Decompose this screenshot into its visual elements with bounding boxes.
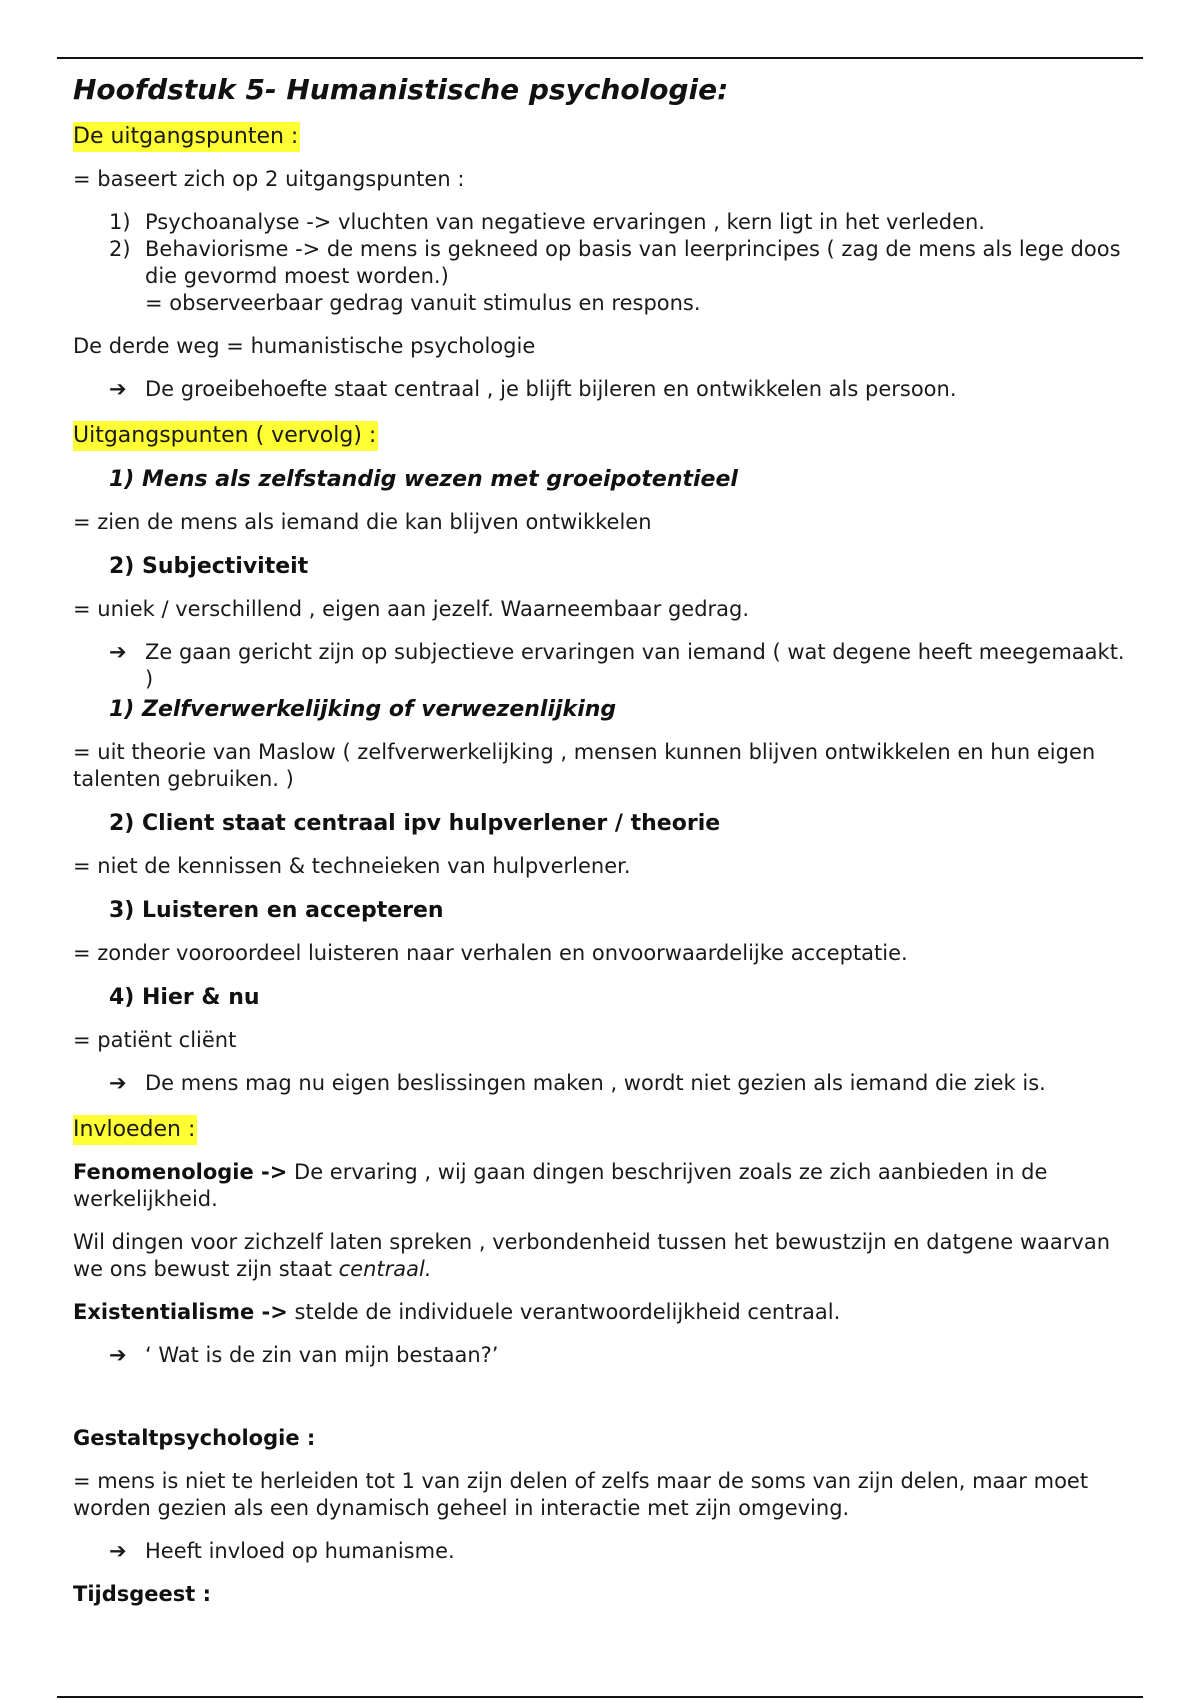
arrow-bullet-text: De mens mag nu eigen beslissingen maken , wordt niet gezien als iemand die ziek is.	[145, 1071, 1046, 1095]
arrow-bullet-text: Ze gaan gericht zijn op subjectieve ervaringen van iemand ( wat degene heeft meegemaakt. )	[145, 640, 1125, 691]
intro-text: = baseert zich op 2 uitgangspunten :	[73, 167, 465, 191]
wil-text: Wil dingen voor zichzelf laten spreken , verbondenheid tussen het bewustzijn en datgene waarvan we ons bewust zijn staat	[73, 1230, 1111, 1281]
luisteren-text: = zonder vooroordeel luisteren naar verhalen en onvoorwaardelijke acceptatie.	[73, 941, 908, 965]
list-item-subline: = observeerbaar gedrag vanuit stimulus en respons.	[145, 291, 701, 315]
subjectiviteit-text: = uniek / verschillend , eigen aan jezelf. Waarneembaar gedrag.	[73, 597, 750, 621]
arrow-bullet	[73, 639, 1133, 693]
arrow-icon: ➔	[109, 377, 127, 401]
subheading-subjectiviteit: 2) Subjectiviteit	[109, 554, 309, 579]
arrow-icon: ➔	[109, 1539, 127, 1563]
page-title: Hoofdstuk 5- Humanistische psychologie:	[73, 73, 729, 106]
list-number: 1)	[109, 210, 131, 234]
subheading-zelfverwerkelijking: 1) Zelfverwerkelijking of verwezenlijking	[109, 697, 617, 722]
spacer	[73, 1385, 1133, 1425]
list-item-text: Psychoanalyse -> vluchten van negatieve ervaringen , kern ligt in het verleden.	[145, 210, 985, 234]
list-item	[73, 236, 1133, 317]
gestalt-label: Gestaltpsychologie :	[73, 1426, 316, 1450]
subheading-groeipotentieel: 1) Mens als zelfstandig wezen met groeipotentieel	[109, 467, 738, 492]
subheading-luisteren: 3) Luisteren en accepteren	[109, 898, 444, 923]
fenomenologie-text: De ervaring , wij gaan dingen beschrijven zoals ze zich aanbieden in de werkelijkheid.	[73, 1160, 1048, 1211]
arrow-bullet	[73, 1070, 1133, 1097]
top-rule	[57, 57, 1143, 59]
arrow-bullet-text: Heeft invloed op humanisme.	[145, 1539, 455, 1563]
bottom-rule	[57, 1696, 1143, 1698]
arrow-bullet	[73, 376, 1133, 403]
list-item	[73, 209, 1133, 236]
uitgangspunten-list	[73, 209, 1133, 317]
client-centraal-text: = niet de kennissen & techneieken van hulpverlener.	[73, 854, 631, 878]
arrow-bullet-text: ‘ Wat is de zin van mijn bestaan?’	[145, 1343, 499, 1367]
subheading-client-centraal: 2) Client staat centraal ipv hulpverlener / theorie	[109, 811, 721, 836]
arrow-icon: ➔	[109, 640, 127, 664]
arrow-icon: ➔	[109, 1071, 127, 1095]
existentialisme-text: stelde de individuele verantwoordelijkheid centraal.	[287, 1300, 841, 1324]
subheading-hier-nu: 4) Hier & nu	[109, 985, 260, 1010]
arrow-bullet	[73, 1538, 1133, 1565]
list-number: 2)	[109, 237, 131, 261]
existentialisme-label: Existentialisme ->	[73, 1300, 288, 1324]
fenomenologie-label: Fenomenologie ->	[73, 1160, 288, 1184]
arrow-icon: ➔	[109, 1343, 127, 1367]
highlight-heading-uitgangspunten: De uitgangspunten :	[73, 122, 300, 152]
fenomenologie-paragraph	[73, 1159, 1133, 1213]
highlight-heading-vervolg: Uitgangspunten ( vervolg) :	[73, 421, 378, 451]
groeipotentieel-text: = zien de mens als iemand die kan blijven ontwikkelen	[73, 510, 652, 534]
existentialisme-paragraph	[73, 1299, 1133, 1326]
arrow-bullet	[73, 1342, 1133, 1369]
wil-italic-word: centraal.	[338, 1257, 432, 1281]
document-content	[73, 68, 1133, 1624]
arrow-bullet-text: De groeibehoefte staat centraal , je blijft bijleren en ontwikkelen als persoon.	[145, 377, 957, 401]
highlight-heading-invloeden: Invloeden :	[73, 1115, 197, 1145]
hier-nu-text: = patiënt cliënt	[73, 1028, 237, 1052]
tijdsgeest-label: Tijdsgeest :	[73, 1582, 212, 1606]
list-item-text: Behaviorisme -> de mens is gekneed op basis van leerprincipes ( zag de mens als lege doos die gevormd moest worden.)	[145, 237, 1121, 288]
wil-paragraph	[73, 1229, 1133, 1283]
derde-weg-text: De derde weg = humanistische psychologie	[73, 334, 536, 358]
zelfverwerkelijking-text: = uit theorie van Maslow ( zelfverwerkelijking , mensen kunnen blijven ontwikkelen en hun eigen talenten gebruiken. )	[73, 740, 1096, 791]
gestalt-text: = mens is niet te herleiden tot 1 van zijn delen of zelfs maar de soms van zijn delen, maar moet worden gezien als een dynamisch geheel in interactie met zijn omgeving.	[73, 1469, 1089, 1520]
